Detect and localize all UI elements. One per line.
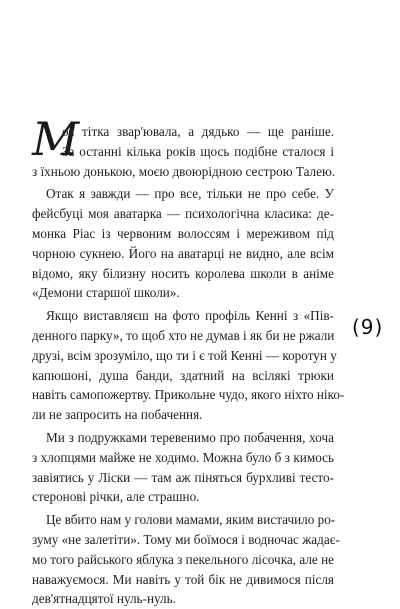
drop-cap-letter: М: [32, 112, 80, 166]
text-line: навіть самопожертву. Прикольне чудо, якого ніхто ніко-: [32, 387, 345, 403]
paragraph: [32, 507, 340, 609]
text-line: монка Ріас із червоним волоссям і мереживом під: [32, 225, 334, 241]
text-line: друзі, всім зрозуміло, що ти і є той Кенні — коротун у: [32, 347, 337, 363]
text-line: зуму «не залетіти». Тому ми боїмося і водночас жадає-: [32, 531, 340, 547]
paragraph: [32, 122, 334, 181]
paragraph: [32, 425, 334, 507]
text-line: наважуємося. Ми навіть у той бік не дивимося після: [32, 571, 334, 587]
text-line: відомо, яку білизну носить королева школи в аніме: [32, 265, 334, 281]
page-number: (9): [352, 315, 384, 339]
text-line: завіятись у Ліски — там аж піняться бурхливі тесто-: [32, 469, 334, 485]
text-line: стеронові річки, але страшно.: [32, 489, 200, 505]
paragraph: [32, 303, 345, 425]
text-line: ли не запросить на побачення.: [32, 407, 203, 423]
text-line: Ми з подружками теревенимо про побачення, хоча: [46, 429, 334, 445]
text-line: чорною сукнею. Його на аватарці не видно, але всім: [32, 245, 334, 261]
text-line: Отак я завжди — про все, тільки не про себе. У: [46, 186, 334, 202]
text-line: з хлопцями майже не ходимо. Можна було б з кимось: [32, 449, 334, 465]
text-line: з їхньою донькою, моєю двоюрідною сестрою Талею.: [32, 163, 336, 179]
text-line: оя тітка звар'ювала, а дядько — ще раніше.: [62, 124, 334, 139]
text-line: мо того райського яблука з пекельного лісочка, але не: [32, 551, 334, 567]
body-text: [32, 122, 345, 609]
text-line: денного парку», то щоб хто не думав і як би не ржали: [32, 327, 335, 343]
text-line: За останні кілька років щось подібне сталося і: [62, 143, 334, 159]
text-line: фейсбуці моя аватарка — психологічна класика: де-: [32, 206, 334, 222]
text-line: «Демони старшої школи».: [32, 285, 180, 301]
text-line: Якщо виставляєш на фото профіль Кенні з «Пів-: [46, 308, 334, 324]
text-line: дев'ятнадцятої нуль-нуль.: [32, 591, 176, 607]
paragraph: [32, 181, 334, 303]
text-line: капюшоні, душа банди, здатний на всілякі трюки: [32, 367, 334, 383]
text-line: Це вбито нам у голови мамами, яким вистачило ро-: [46, 512, 336, 528]
